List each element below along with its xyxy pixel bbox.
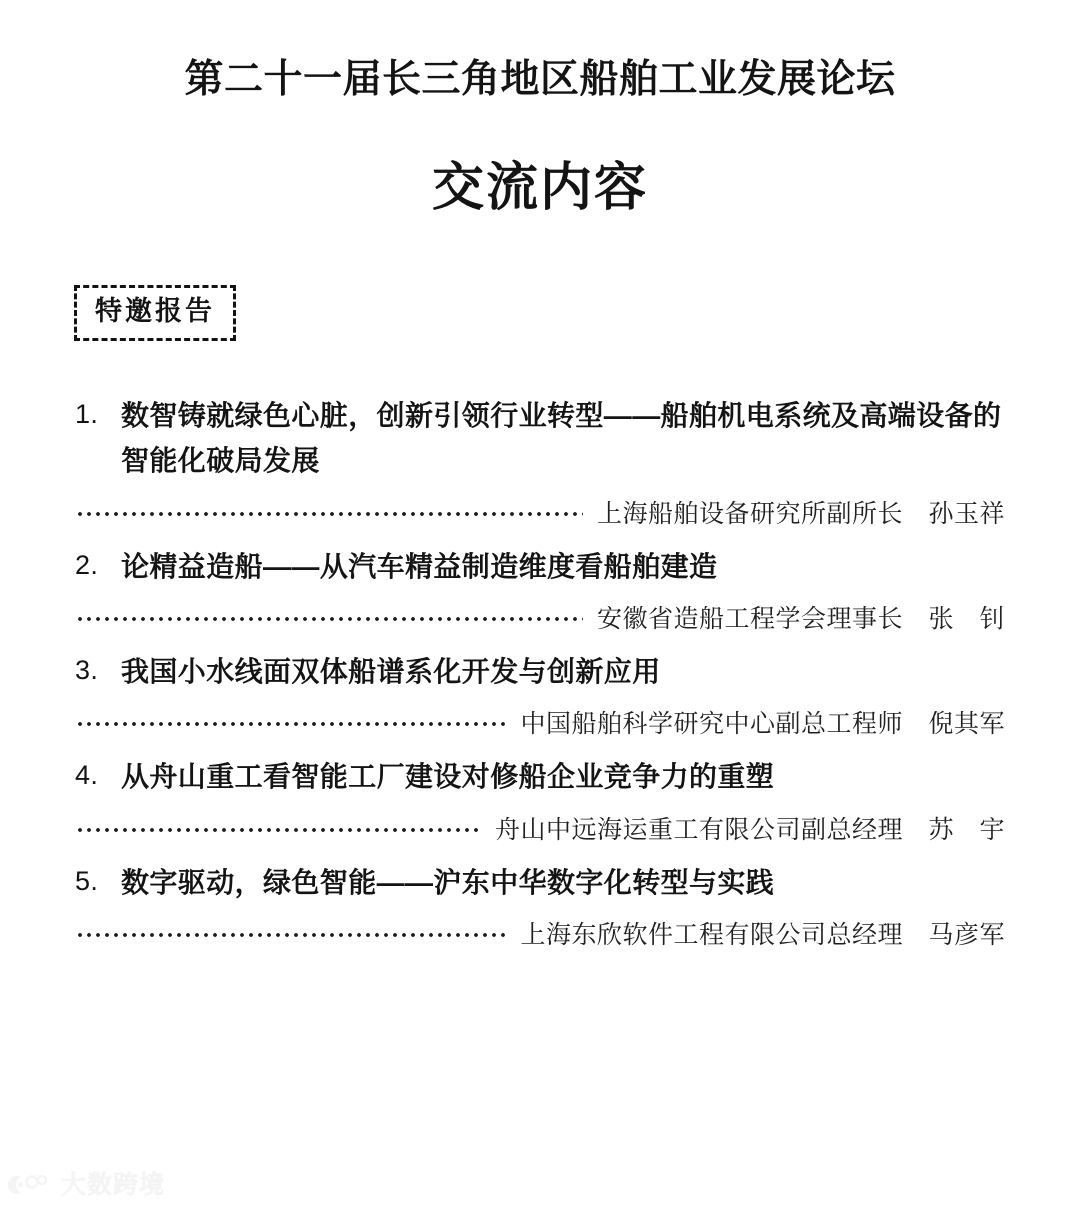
dot-leader: [75, 497, 583, 522]
entry-credit-row: [75, 915, 1005, 951]
entry-number: 1.: [75, 398, 99, 429]
entry-title: 从舟山重工看智能工厂建设对修船企业竞争力的重塑: [121, 761, 775, 793]
entry-credit: 上海东欣软件工程有限公司总经理 马彦军: [520, 921, 1005, 949]
entry-title-row: [75, 393, 1005, 484]
list-item: [75, 754, 1005, 845]
list-item: [75, 393, 1005, 530]
entry-title-row: [75, 544, 1005, 589]
list-item: [75, 860, 1005, 951]
entry-title: 论精益造船——从汽车精益制造维度看船舶建造: [121, 550, 718, 582]
entry-title: 我国小水线面双体船谱系化开发与创新应用: [121, 655, 661, 687]
page-title: 第二十一届长三角地区船舶工业发展论坛: [184, 58, 896, 101]
dot-leader: [75, 707, 506, 732]
watermark-text: 大数跨境: [61, 1170, 166, 1199]
watermark: [8, 1171, 165, 1199]
entry-number: 5.: [75, 865, 99, 896]
entry-title: 数智铸就绿色心脏，创新引领行业转型——船舶机电系统及高端设备的智能化破局发展: [121, 399, 1002, 477]
dot-leader: [75, 602, 583, 627]
list-item: [75, 544, 1005, 635]
dot-leader: [75, 918, 506, 943]
entry-credit-row: [75, 494, 1005, 530]
entry-credit: 中国船舶科学研究中心副总工程师 倪其军: [520, 711, 1005, 739]
entry-credit: 安徽省造船工程学会理事长 张 钊: [596, 605, 1005, 633]
entry-credit-row: [75, 599, 1005, 635]
program-list: [0, 393, 1080, 951]
entry-title-row: [75, 860, 1005, 905]
list-item: [75, 649, 1005, 740]
title-block: [0, 0, 1080, 219]
entry-credit: 舟山中远海运重工有限公司副总经理 苏 宇: [494, 816, 1005, 844]
dashukuajing-logo-icon: [8, 1171, 52, 1199]
entry-credit: 上海船舶设备研究所副所长 孙玉祥: [596, 500, 1005, 528]
page-subtitle: 交流内容: [431, 158, 648, 217]
entry-number: 3.: [75, 654, 99, 685]
entry-title-row: [75, 649, 1005, 694]
entry-title: 数字驱动，绿色智能——沪东中华数字化转型与实践: [121, 866, 775, 898]
entry-credit-row: [75, 810, 1005, 846]
entry-title-row: [75, 754, 1005, 799]
section-tag-row: [0, 285, 1080, 341]
entry-number: 4.: [75, 760, 99, 791]
dot-leader: [75, 813, 481, 838]
section-tag-invited-reports: 特邀报告: [74, 285, 236, 341]
entry-number: 2.: [75, 549, 99, 580]
entry-credit-row: [75, 704, 1005, 740]
